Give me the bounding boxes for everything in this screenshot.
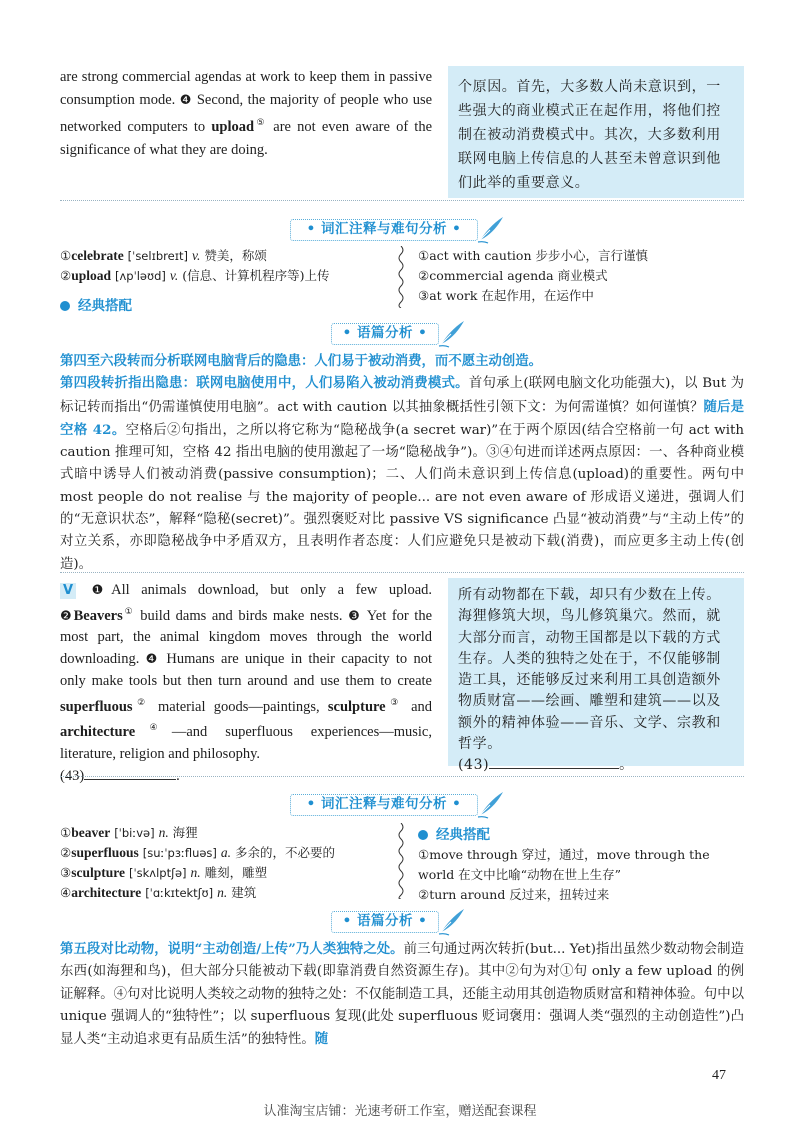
collocation-list-1: ①act with caution 步步小心，言行谨慎 ②commercial agenda 商业模式 ③at work 在起作用，在运作中 bbox=[418, 248, 648, 303]
section-header-analysis-2: • 语篇分析 • bbox=[0, 906, 800, 936]
divider bbox=[60, 200, 744, 201]
section-header-vocab-1: • 词汇注释与难句分析 • bbox=[0, 214, 800, 244]
collocation-label-1: 经典搭配 bbox=[60, 294, 132, 314]
passage-paragraph-5-english: V ❶All animals download, but only a few upload. ❷Beavers① build dams and birds make nests. ❸ Yet for the most part, the animal kingdom moves through the world downloading. ❹ Humans are unique in their capacity to not only make tools but then turn around and use them to create superfluous② material goods—paintings, sculpture③ and architecture④—and superfluous experiences—music, literature, religion and philosophy. (43) . bbox=[60, 582, 433, 784]
analysis-paragraph-5: 第五段对比动物，说明“主动创造/上传”乃人类独特之处。前三句通过两次转折(but... Yet)指出虽然少数动物会制造东西(如海狸和鸟)，但大部分只能被动下载(即靠消费自然资源生存)。其中②句为对①句 only a few upload 的例证解释。④句对比说明人类较之动物的独特之处：不仅能制造工具，还能主动用其创造物质财富和精神体验。句中以 unique 强调人的“独特性”；以 superfluous 复现(此处 superfluous 贬词褒用：强调人类“强烈的主动创造性”)凸显人类“主动追求更有品质生活”的独特性。随 bbox=[60, 941, 745, 1048]
bullet-dot-icon bbox=[60, 301, 70, 311]
vocab-list-2 bbox=[60, 823, 390, 903]
vocab-word-upload: upload bbox=[211, 118, 255, 135]
divider bbox=[60, 572, 744, 573]
footer-note: 认准淘宝店铺：光速考研工作室，赠送配套课程 bbox=[263, 1104, 537, 1119]
section-header-vocab-2: • 词汇注释与难句分析 • bbox=[0, 789, 800, 819]
vocab-entry: ①beaver [ˈbiːvə] n. 海狸 bbox=[60, 825, 198, 840]
squiggle-divider bbox=[396, 246, 406, 308]
translation-box-paragraph-5: 所有动物都在下载，却只有少数在上传。海狸修筑大坝，鸟儿修筑巢穴。然而，就大部分而言，动物王国都是以下载的方式生存。人类的独特之处在于，不仅能够制造工具，还能够反过来利用工具创造额外物质财富——绘画、雕塑和建筑——以及额外的精神体验——音乐、文学、宗教和哲学。 (43) 。 bbox=[448, 578, 744, 766]
vocab-entry: ②superfluous [suːˈpɜːfluəs] a. 多余的，不必要的 bbox=[60, 845, 336, 860]
quill-pen-icon bbox=[437, 318, 467, 348]
sentence-number-4: ❹ bbox=[179, 93, 193, 108]
bullet-dot-icon bbox=[418, 830, 428, 840]
answer-blank-43-cn[interactable] bbox=[489, 755, 619, 769]
quill-pen-icon bbox=[476, 214, 506, 244]
answer-blank-43[interactable] bbox=[84, 766, 176, 780]
translation-box-paragraph-4: 个原因。首先，大多数人尚未意识到，一些强大的商业模式正在起作用，将他们控制在被动消费模式中。其次，大多数利用联网电脑上传信息的人甚至未曾意识到他们此举的重要意义。 bbox=[448, 66, 744, 198]
page-number: 47 bbox=[712, 1068, 726, 1083]
quill-pen-icon bbox=[437, 906, 467, 936]
divider bbox=[60, 776, 744, 777]
collocation-label-2: 经典搭配 bbox=[418, 823, 490, 843]
vocab-entry: ③sculpture [ˈskʌlptʃə] n. 雕刻，雕塑 bbox=[60, 865, 268, 880]
quill-pen-icon bbox=[476, 789, 506, 819]
squiggle-divider bbox=[396, 823, 406, 899]
passage-paragraph-4-english: are strong commercial agendas at work to keep them in passive consumption mode. ❹ Second, the majority of people who use networked computers to upload⑤ are not even aware of the significance of what they are doing. bbox=[60, 69, 433, 158]
vocab-entry: ①celebrate [ˈselɪbreɪt] v. 赞美，称颂 bbox=[60, 248, 267, 263]
section-header-analysis-1: • 语篇分析 • bbox=[0, 318, 800, 348]
vocab-list-1 bbox=[60, 246, 390, 286]
vocab-entry: ②upload [ʌpˈləʊd] v. (信息、计算机程序等)上传 bbox=[60, 268, 330, 283]
analysis-paragraph-4: 第四至六段转而分析联网电脑背后的隐患：人们易于被动消费，而不愿主动创造。 第四段转折指出隐患：联网电脑使用中，人们易陷入被动消费模式。首句承上(联网电脑文化功能强大)，以 But 为标记转而指出“仍需谨慎使用电脑”。act with caution 以其抽象概括性引领下文：为何需谨慎？如何谨慎？随后是空格 42。空格后②句指出，之所以将它称为“隐秘战争(a secret war)”在于两个原因(结合空格前一句 act with caution 推理可知，空格 42 指出电脑的使用激起了一场“隐秘战争”)。③④句进而详述两点原因：一、各种商业模式暗中诱导人们被动消费(passive consumption)；二、人们尚未意识到上传信息(upload)的重要性。两句中 most people do not realise 与 the majority of people... are not even aware of 形成语义递进，强调人们的“无意识状态”，解释“隐秘(secret)”。强烈褒贬对比 passive VS significance 凸显“被动消费”与“主动上传”的对立关系，亦即隐秘战争中矛盾双方，且表明作者态度：人们应避免只是被动下载(消费)，而应更多主动上传(创造)。 bbox=[60, 353, 745, 572]
collocation-list-2: ①move through 穿过，通过，move through the world 在文中比喻“动物在世上生存” ②turn around 反过来，扭转过来 bbox=[418, 847, 710, 902]
vocab-entry: ④architecture [ˈɑːkɪtektʃʊ] n. 建筑 bbox=[60, 885, 257, 900]
paragraph-badge: V bbox=[60, 583, 76, 599]
